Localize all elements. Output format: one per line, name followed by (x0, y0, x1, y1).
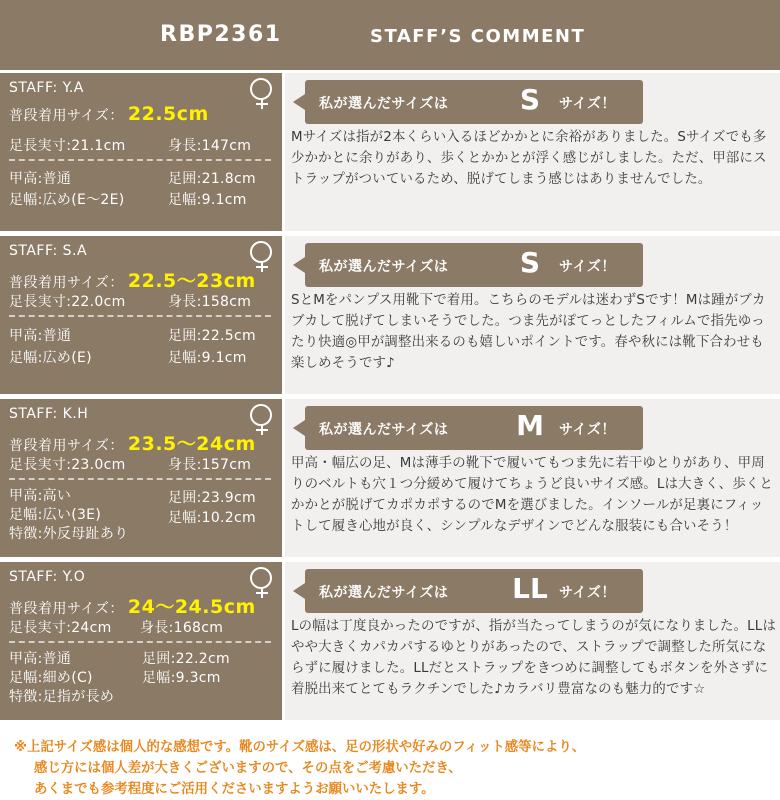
divider (9, 478, 271, 480)
female-icon (250, 404, 272, 426)
staff-row (0, 233, 780, 396)
girth: 足囲:21.8cm (168, 171, 256, 187)
instep: 甲高:普通 (9, 328, 72, 344)
staff-name: STAFF: Y.A (9, 80, 84, 96)
chosen-size-bubble: 私が選んだサイズは LL サイズ！ (305, 569, 643, 613)
girth: 足囲:22.5cm (168, 328, 256, 344)
girth: 足囲:22.2cm (142, 651, 230, 667)
usual-size: 普段着用サイズ： 22.5cm (9, 103, 209, 125)
staff-profile (0, 70, 282, 231)
staff-name: STAFF: S.A (9, 243, 88, 259)
disclaimer-line: ※上記サイズ感は個人的な感想です。靴のサイズ感は、足の形状や好みのフィット感等により、 (14, 740, 586, 755)
feature: 特徴:外反母趾あり (9, 526, 129, 542)
width-type: 足幅:広い(3E) (9, 507, 102, 523)
usual-size: 普段着用サイズ： 24〜24.5cm (9, 596, 256, 618)
disclaimer (14, 737, 585, 800)
width-type: 足幅:広め(E) (9, 350, 92, 366)
staff-profile (0, 559, 282, 720)
comment-box (285, 562, 780, 720)
female-icon (250, 78, 272, 100)
height: 身長:158cm (168, 294, 252, 310)
staff-profile (0, 233, 282, 394)
disclaimer-line: 感じ方には個人差が大きくございますので、その点をご考慮いただき、 (34, 761, 462, 776)
female-icon (250, 567, 272, 589)
female-icon (250, 241, 272, 263)
width: 足幅:10.2cm (168, 510, 256, 526)
height: 身長:157cm (168, 457, 252, 473)
chosen-size: M (516, 409, 544, 442)
disclaimer-line: あくまでも参考程度にご活用くださいますようお願いいたします。 (34, 782, 435, 797)
usual-size: 普段着用サイズ： 22.5〜23cm (9, 270, 256, 292)
section-title: STAFF’S COMMENT (370, 26, 586, 47)
usual-size-value: 22.5〜23cm (127, 270, 256, 292)
usual-size-value: 24〜24.5cm (127, 596, 256, 618)
staff-profile (0, 396, 282, 557)
comment-text: Mサイズは指が2本くらい入るほどかかとに余裕がありました。Sサイズでも多少かかとに余りがあり、歩くとかかとが浮く感じがしました。ただ、甲部にストラップがついているため、脱げてしまう感じはありませんでした。 (291, 130, 767, 187)
width: 足幅:9.1cm (168, 192, 247, 208)
staff-name: STAFF: Y.O (9, 569, 86, 585)
instep: 甲高:普通 (9, 651, 72, 667)
width: 足幅:9.3cm (142, 670, 221, 686)
staff-name: STAFF: K.H (9, 406, 89, 422)
staff-row (0, 396, 780, 559)
width-type: 足幅:広め(E〜2E) (9, 192, 125, 208)
foot-length: 足長実寸:22.0cm (9, 294, 126, 310)
foot-length: 足長実寸:24cm (9, 620, 112, 636)
header-bar (0, 0, 780, 70)
chosen-size: LL (512, 572, 548, 605)
instep: 甲高:普通 (9, 171, 72, 187)
chosen-size-bubble: 私が選んだサイズは S サイズ！ (305, 243, 643, 287)
height: 身長:147cm (168, 138, 252, 154)
instep: 甲高:高い (9, 488, 72, 504)
chosen-size-bubble: 私が選んだサイズは S サイズ！ (305, 80, 643, 124)
divider (9, 159, 271, 161)
height: 身長:168cm (140, 620, 224, 636)
model-number: RBP2361 (160, 22, 282, 47)
usual-size: 普段着用サイズ： 23.5〜24cm (9, 433, 256, 455)
comment-text: Lの幅は丁度良かったのですが、指が当たってしまうのが気になりました。LLはやや大きくカパカパするゆとりがあったので、ストラップで調整した所気にならずに履けました。LLだとストラップをきつめに調整してもボタンを外さずに着脱出来てとてもラクチンでした♪カラバリ豊富なのも魅力的です☆ (291, 619, 777, 697)
comment-box (285, 236, 780, 394)
feature: 特徴:足指が長め (9, 689, 115, 705)
comment-box (285, 399, 780, 557)
foot-length: 足長実寸:23.0cm (9, 457, 126, 473)
chosen-size: S (519, 83, 541, 116)
width-type: 足幅:細め(C) (9, 670, 93, 686)
foot-length: 足長実寸:21.1cm (9, 138, 126, 154)
usual-size-value: 22.5cm (127, 103, 209, 125)
usual-size-value: 23.5〜24cm (127, 433, 256, 455)
chosen-size: S (519, 246, 541, 279)
girth: 足囲:23.9cm (168, 490, 256, 506)
staff-row (0, 559, 780, 722)
staff-row (0, 70, 780, 233)
width: 足幅:9.1cm (168, 350, 247, 366)
comment-text: 甲高・幅広の足、Mは薄手の靴下で履いてもつま先に若干ゆとりがあり、甲周りのベルトも穴１つ分緩めて履けてちょうど良いサイズ感。Lは大きく、歩くとかかとが脱げてカポカポするのでMを選びました。インソールが足裏にフィットして履き心地が良く、シンプルなデザインでどんな服装にも合いそう！ (291, 456, 773, 534)
divider (9, 315, 271, 317)
comment-box (285, 73, 780, 231)
comment-text: SとMをパンプス用靴下で着用。こちらのモデルは迷わずSです！Mは踵がブカブカして脱げてしまいそうでした。つま先がぽてっとしたフィルムで指先ゆったり快適◎甲が調整出来るのも嬉しいポイントです。春や秋には靴下合わせも楽しめそうです♪ (291, 293, 766, 371)
divider (9, 641, 271, 643)
chosen-size-bubble: 私が選んだサイズは M サイズ！ (305, 406, 643, 450)
